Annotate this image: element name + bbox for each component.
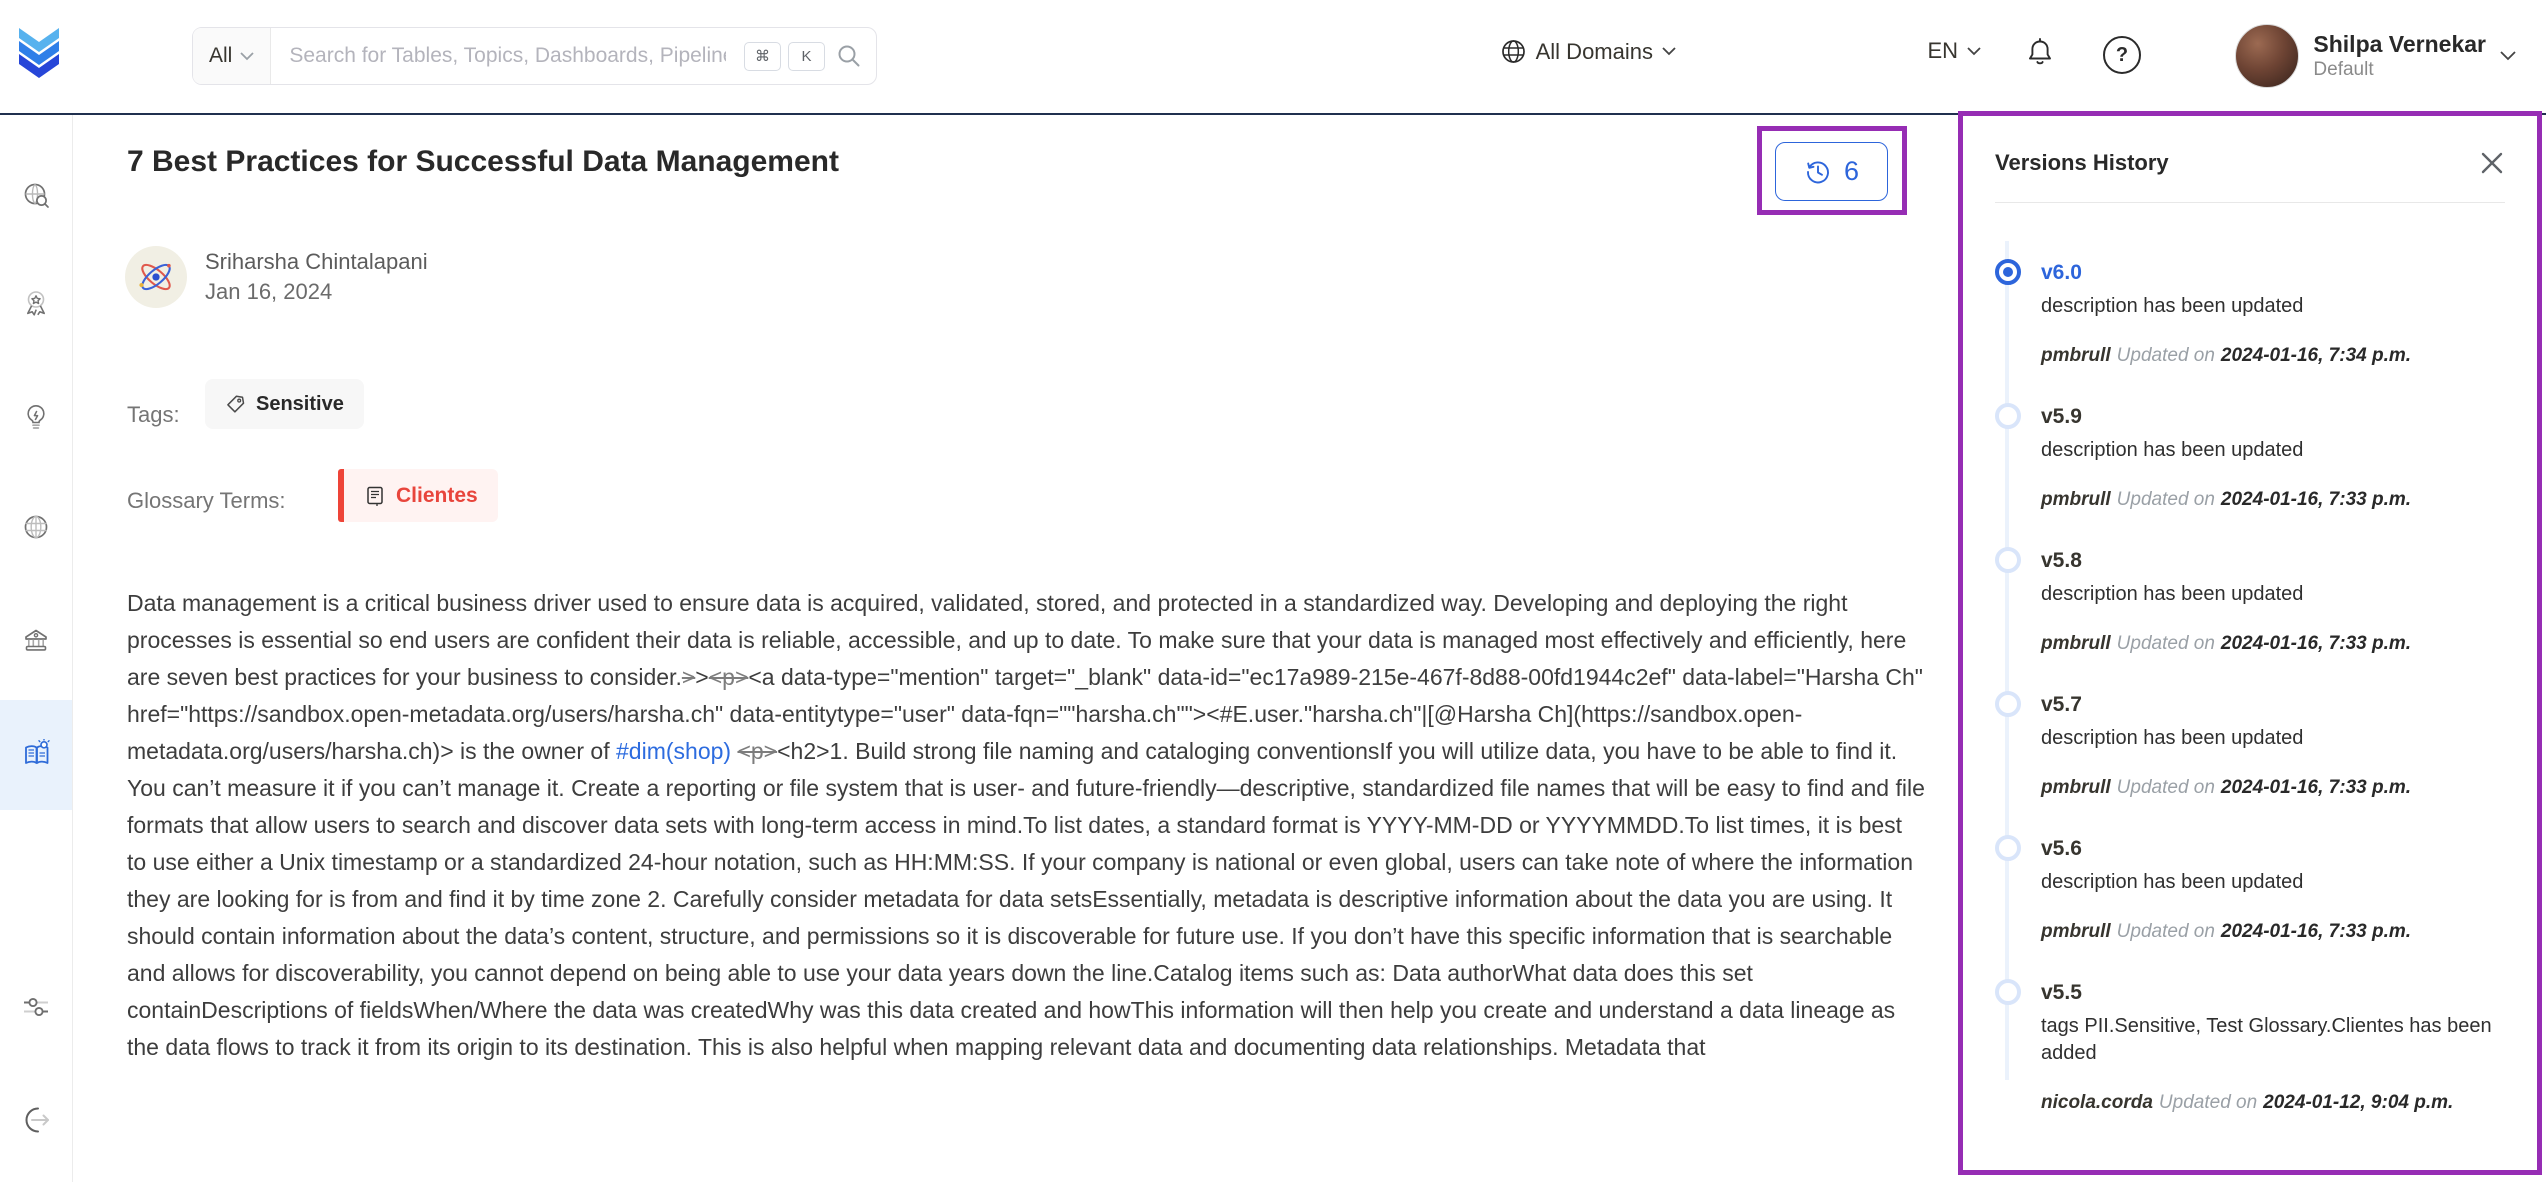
version-meta xyxy=(2041,774,2505,801)
version-entry[interactable] xyxy=(1995,259,2505,369)
version-change-description: description has been updated xyxy=(2041,871,2304,893)
version-change-description: description has been updated xyxy=(2041,295,2304,317)
body-text-segment: <p> xyxy=(708,664,749,690)
body-text-segment: <p> xyxy=(737,738,778,764)
search-input[interactable] xyxy=(271,44,744,68)
versions-history-panel xyxy=(1958,111,2542,1175)
sidebar-item-logout[interactable] xyxy=(22,1105,50,1133)
version-radio[interactable] xyxy=(1995,979,2021,1005)
atom-avatar-icon xyxy=(131,252,181,302)
version-updated-by: pmbrull xyxy=(2041,489,2111,510)
version-updated-on-label: Updated on xyxy=(2116,777,2215,798)
clock-history-icon xyxy=(1804,158,1832,186)
version-count: 6 xyxy=(1843,156,1860,186)
sidebar-item-govern[interactable] xyxy=(22,626,50,654)
help-glyph: ? xyxy=(2115,43,2129,66)
open-book-bulb-icon xyxy=(22,739,52,769)
version-updated-by: pmbrull xyxy=(2041,345,2111,366)
version-meta xyxy=(2041,486,2505,513)
user-role: Default xyxy=(2313,59,2374,80)
sidebar-item-explore[interactable] xyxy=(22,181,50,209)
version-radio[interactable] xyxy=(1995,691,2021,717)
sidebar-item-observability[interactable] xyxy=(22,289,50,317)
medal-star-icon xyxy=(22,289,50,317)
chevron-down-icon xyxy=(1967,47,1981,56)
glossary-term-label: Clientes xyxy=(396,483,478,507)
language-dropdown[interactable] xyxy=(1927,38,1981,64)
version-change-description: tags PII.Sensitive, Test Glossary.Clientes has been added xyxy=(2041,1015,2492,1064)
body-text-segment: > xyxy=(695,664,709,690)
author-name[interactable]: Sriharsha Chintalapani xyxy=(205,249,428,274)
explore-search-globe-icon xyxy=(22,181,50,209)
tag-label: Sensitive xyxy=(256,392,344,415)
version-updated-on-label: Updated on xyxy=(2116,345,2215,366)
version-meta xyxy=(2041,342,2505,369)
left-sidebar xyxy=(0,113,73,1182)
book-icon xyxy=(364,485,386,507)
version-radio[interactable] xyxy=(1995,403,2021,429)
domains-label: All Domains xyxy=(1535,38,1653,64)
global-search-bar xyxy=(192,27,877,85)
language-label: EN xyxy=(1927,38,1958,63)
body-text-segment: <h2>1. Build strong file naming and cataloging conventionsIf you will utilize data, you have to be able to find it. You can’t measure it if you can’t manage it. Create a reporting or file system that is user- and future-friendly—descriptive, standardized file names that will be easy to find and file formats that allow users to search and discover data sets with long-term access in mind.To list dates, a standard format is YYYY-MM-DD or YYYYMMDD.To list times, it is best to use either a Unix timestamp or a standardized 24-hour notation, such as HH:MM:SS. If your company is national or even global, users can take note of where the information they are looking for is from and find it by time zone 2. Carefully consider metadata for data setsEssentially, metadata is descriptive information about the data you are using. It should contain information about the data’s content, structure, and permissions so it is discoverable for future use. If you don’t have this specific information that is searchable and allows for discoverability, you cannot depend on being able to use your data years down the line.Catalog items such as: Data authorWhat data does this set containDescriptions of fieldsWhen/Where the data was createdWhy was this data created and howThis information will then help you create and understand a data lineage as the data flows to track it from its origin to its destination. This is also helpful when mapping relevant data and documenting data relationships. Metadata that xyxy=(127,738,1925,1060)
search-icon[interactable] xyxy=(836,43,862,69)
version-meta xyxy=(2041,918,2505,945)
version-label[interactable]: v6.0 xyxy=(2041,261,2082,284)
version-entry[interactable] xyxy=(1995,691,2505,801)
glossary-terms-label: Glossary Terms: xyxy=(127,488,286,513)
body-text-segment: Data management is a critical business driver used to ensure data is acquired, validated, stored, and protected in a standardized way. Developing and deploying the right processes is essential so end users are confident their data is reliable, accessible, and up to date. To make sure that your data is managed most effectively and efficiently, here are seven best practices for your business to consider. xyxy=(127,590,1907,690)
versions-panel-title: Versions History xyxy=(1995,150,2169,175)
chevron-down-icon xyxy=(1662,47,1676,56)
version-radio[interactable] xyxy=(1995,259,2021,285)
version-updated-on-label: Updated on xyxy=(2116,489,2215,510)
notifications-bell-icon[interactable] xyxy=(2024,37,2056,71)
sidebar-item-insights[interactable] xyxy=(22,403,50,431)
version-change-description: description has been updated xyxy=(2041,727,2304,749)
user-avatar[interactable] xyxy=(2235,24,2299,88)
version-entry[interactable] xyxy=(1995,835,2505,945)
version-label[interactable]: v5.5 xyxy=(2041,981,2082,1004)
version-radio[interactable] xyxy=(1995,835,2021,861)
version-entry[interactable] xyxy=(1995,403,2505,513)
tag-icon xyxy=(225,394,246,415)
bank-icon xyxy=(22,626,50,654)
version-updated-by: pmbrull xyxy=(2041,633,2111,654)
version-timestamp: 2024-01-16, 7:33 p.m. xyxy=(2220,777,2412,798)
kbd-k: K xyxy=(788,42,825,71)
chevron-down-icon xyxy=(240,52,254,61)
version-updated-on-label: Updated on xyxy=(2116,921,2215,942)
page-title: 7 Best Practices for Successful Data Management xyxy=(127,145,839,178)
version-timestamp: 2024-01-12, 9:04 p.m. xyxy=(2263,1092,2454,1113)
version-timestamp: 2024-01-16, 7:33 p.m. xyxy=(2220,633,2412,654)
version-updated-by: pmbrull xyxy=(2041,921,2111,942)
lightbulb-icon xyxy=(22,403,50,431)
version-label[interactable]: v5.7 xyxy=(2041,693,2082,716)
author-row xyxy=(125,246,428,308)
version-change-description: description has been updated xyxy=(2041,583,2304,605)
chevron-down-icon xyxy=(2500,51,2516,61)
version-radio[interactable] xyxy=(1995,547,2021,573)
globe-icon xyxy=(1500,38,1527,65)
version-entry[interactable] xyxy=(1995,979,2505,1116)
tag-chip-sensitive[interactable] xyxy=(205,379,364,429)
version-updated-on-label: Updated on xyxy=(2158,1092,2258,1113)
version-label[interactable]: v5.9 xyxy=(2041,405,2082,428)
kbd-cmd: ⌘ xyxy=(744,42,781,71)
search-filter-dropdown[interactable] xyxy=(193,28,271,84)
version-meta xyxy=(2041,1089,2505,1116)
globe-icon xyxy=(22,513,50,541)
user-name: Shilpa Vernekar xyxy=(2313,31,2486,57)
domains-dropdown[interactable] xyxy=(1500,38,1676,65)
sidebar-item-domains[interactable] xyxy=(22,513,50,541)
inline-link[interactable]: #dim(shop) xyxy=(616,738,732,764)
body-text-segment: > xyxy=(681,664,696,690)
logout-arrow-icon xyxy=(22,1105,52,1135)
version-updated-by: nicola.corda xyxy=(2041,1092,2153,1113)
sidebar-item-knowledge-center[interactable] xyxy=(22,739,50,767)
version-updated-on-label: Updated on xyxy=(2116,633,2215,654)
version-label[interactable]: v5.6 xyxy=(2041,837,2082,860)
user-menu[interactable] xyxy=(2235,24,2516,88)
app-logo-icon[interactable] xyxy=(14,24,64,82)
search-filter-label: All xyxy=(209,44,233,67)
body-text-segment: <a data-type="mention" target="_blank" data-id="ec17a989-215e-467f-8d88-00fd1944c2ef" data-label="Harsha Ch" href="https://sandbox.open-metadata.org/users/harsha.ch" data-entitytype="user" data-fqn=""harsha.ch""><#E.user."harsha.ch"|[@Harsha Ch](https://sandbox.open-metadata.org/users/harsha.ch)> is the owner of xyxy=(127,664,1923,764)
sidebar-item-settings[interactable] xyxy=(22,993,50,1021)
top-navbar xyxy=(0,0,2546,115)
version-meta xyxy=(2041,630,2505,657)
version-timestamp: 2024-01-16, 7:33 p.m. xyxy=(2220,489,2412,510)
glossary-chip-clientes[interactable] xyxy=(338,469,498,522)
tags-label: Tags: xyxy=(127,402,180,427)
article-date: Jan 16, 2024 xyxy=(205,279,333,304)
version-entry[interactable] xyxy=(1995,547,2505,657)
sliders-icon xyxy=(22,993,50,1021)
close-icon[interactable] xyxy=(2479,150,2505,176)
article-body xyxy=(127,585,1927,1066)
versions-timeline xyxy=(1995,259,2505,1116)
version-timestamp: 2024-01-16, 7:34 p.m. xyxy=(2220,345,2412,366)
version-history-button[interactable] xyxy=(1775,142,1888,201)
version-updated-by: pmbrull xyxy=(2041,777,2111,798)
author-avatar[interactable] xyxy=(125,246,187,308)
version-change-description: description has been updated xyxy=(2041,439,2304,461)
version-timestamp: 2024-01-16, 7:33 p.m. xyxy=(2220,921,2412,942)
panel-divider xyxy=(1995,202,2505,203)
version-label[interactable]: v5.8 xyxy=(2041,549,2082,572)
help-icon[interactable] xyxy=(2103,36,2141,74)
article-page xyxy=(72,113,1958,1182)
